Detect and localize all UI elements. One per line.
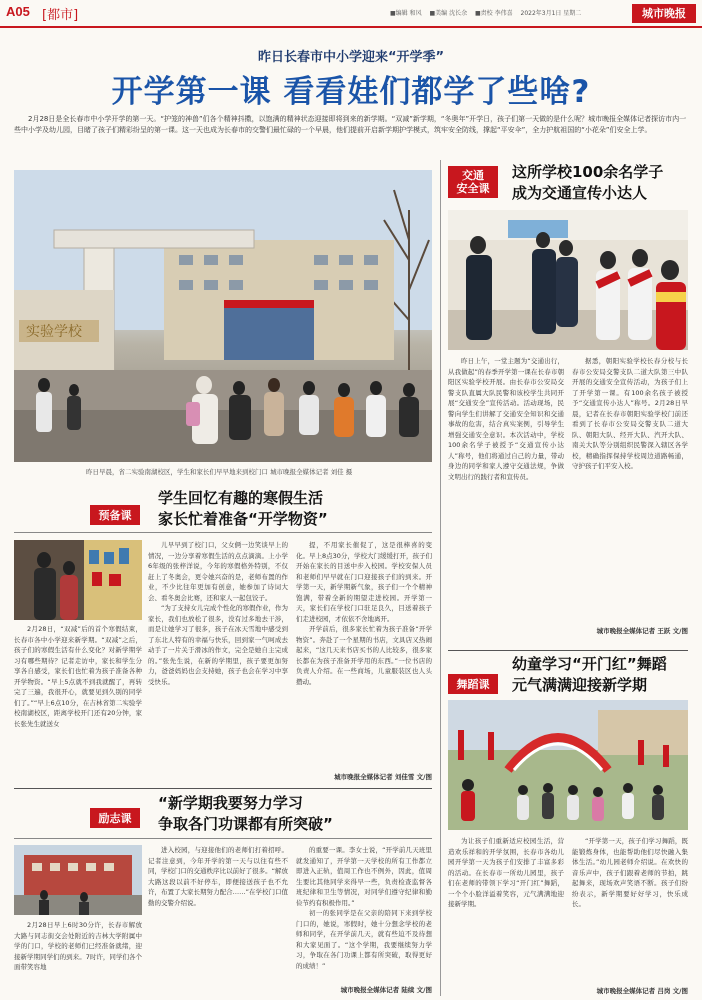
article4-divider-top bbox=[448, 650, 688, 651]
article2-title-line1: “新学期我要努力学习 bbox=[158, 794, 303, 812]
page-headline: 开学第一课 看看娃们都学了些啥? bbox=[111, 74, 591, 110]
article3-col2: 据悉，朝阳实验学校长春分校与长春市公安局交警支队二道大队第三中队开展的交通安全宣传活动，为孩子们上了开学第一课。有100余名孩子被授予“交通宣传小达人”称号。2月28日早晨，记者在长春市朝阳实验学校门前还看到了长春市公安局交警支队二道大队、朝阳大队、经开大队、汽开大队、南关大队等分别组织民警深入辖区各学校，精确指挥保持学校周边道路畅通，守护孩子们平安入校。 bbox=[572, 357, 688, 470]
article3-title bbox=[512, 162, 698, 204]
article3-title-line2: 成为交通宣传小达人 bbox=[512, 184, 648, 202]
kindergarten-dance-photo bbox=[448, 700, 688, 830]
article4-col1: 为让孩子们重新适应校园生活，营造欢乐祥和的开学氛围，长春市各幼儿园开学第一天为孩子们安排了丰富多彩的活动。在长春市一所幼儿园里，孩子们在老师的带领下学习“开门红”舞蹈，一个个小脸洋溢着笑容，元气满满地迎接新学期。 bbox=[448, 837, 564, 908]
article1-col2: 儿早早到了校门口，父女俩一边笑谈早上的情况，一边分享着寒假生活的点点滴滴。上小学6年级的张梓洋说，今年的寒假格外特别，不仅赶上了冬奥会，更令她兴奋的是，老师布置的作业，不少比往年更加有创意，她参加了诗词大会、看冬奥会比赛，还和家人一起包饺子。 “为了支持女儿完成个性化的寒假作业，作为家长，我们也放松了很多，没有过多地去干涉，而是让她学习了很多，孩子在冰天雪地中感受到了东北人特有的幸福与快乐，回到家一气呵成去动手了一片关于滑冰的作文，完全是她自主完成的。”张先生说，在新的学期里，孩子要更加努力，爸爸妈妈也会支持她，孩子也会在学习中享受快乐。 bbox=[148, 541, 288, 686]
article2-divider bbox=[14, 838, 432, 839]
article1-title-line1: 学生回忆有趣的寒假生活 bbox=[158, 489, 324, 507]
article2-title bbox=[158, 793, 438, 835]
article4-title-line2: 元气满满迎接新学期 bbox=[512, 676, 648, 694]
article2-title-line2: 争取各门功课都有所突破” bbox=[158, 815, 333, 833]
article1-tag: 预备课 bbox=[90, 505, 140, 525]
article1-title-line2: 家长忙着准备“开学物资” bbox=[158, 510, 328, 528]
article3-title-line1: 这所学校100余名学子 bbox=[512, 163, 664, 181]
article3-tag-line1: 交通 bbox=[462, 169, 484, 182]
credit-art: ■美编 沈长余 bbox=[429, 10, 468, 17]
article1-col1: 2月28日，“双减”后的首个寒假结束，长春市各中小学迎来新学期。“双减”之后，孩子们的寒假生活有什么变化？对新学期学习有哪些期待？记者走访中，家长和学生分享各自感受，家长们也忙着为孩子准备各种开学物资。“早上5点就不到我就醒了，再转完了三遍，我很开心，就要见到久别的同学们了。”“早上6点10分，在吉林省第二实验学校南湖校区，距离学校开门还有20分钟，家长张先生就送女 bbox=[14, 625, 142, 728]
article1-byline: 城市晚报全媒体记者 刘佳雪 文/图 bbox=[334, 773, 432, 781]
school-sign-text: 实验学校 bbox=[26, 324, 82, 340]
article4-title-line1: 幼童学习“开门红”舞蹈 bbox=[512, 655, 667, 673]
article4-byline: 城市晚报全媒体记者 吕岗 文/图 bbox=[596, 987, 688, 995]
editor-credits bbox=[390, 8, 587, 17]
masthead-bar bbox=[0, 0, 702, 28]
article4-col2: “开学第一天，孩子们学习舞蹈，既能锻炼身体，也能帮助他们尽快融入集体生活。”幼儿园老师介绍说。在欢快的音乐声中，孩子们跟着老师的节拍，跳起舞来，现场欢声笑语不断。孩子们纷纷表示，新学期要好好学习，快乐成长。 bbox=[572, 837, 688, 908]
issue-date: 2022年3月1日 星期二 bbox=[520, 10, 582, 17]
article1-col3: 提，不用家长催促了，这是很棒喜的变化。早上8点30分，学校大门缓缓打开，孩子们开始在家长的目送中步入校园。学校安保人员和老师们早早就在门口迎接孩子们的到来。开学第一天，新学期新气象，孩子们一个个精神饱满，带着全新的期望走进校园。开学第一天，家长们在学校门口驻足良久，目送着孩子们走进校园，才依依不舍地离开。 开学前后，很多家长忙着为孩子准备“开学物资”。奔赴了一个星期的书店，文具店又热闹起来，“这几天来书店买书的人比较多，很多家长都在为孩子准备开学用的东西。”一位书店的负责人介绍。在一些商场，儿童服装区也人头攒动。 bbox=[296, 541, 432, 686]
article3-col1: 昨日上午，一堂主题为“交通出行，从我做起”的春季开学第一课在长春市朝阳区实验学校开展。由长春市公安局交警支队直属大队民警和该校学生共同开展“交通安全”宣传活动。活动现场，民警向学生们讲解了交通安全知识和交通事故的危害，结合真实案例，引导学生增强交通安全意识。本次活动中，学校100余名学子被授予“交通宣传小达人”称号，他们将通过自己的力量，带动身边的同学和家人遵守交通法规，争做文明出行的践行者和宣传员。 bbox=[448, 357, 564, 481]
main-photo-caption: 昨日早晨，省二实验南湖校区，学生和家长们早早地来到校门口 城市晚报全媒体记者 刘佳 摄 bbox=[86, 468, 353, 476]
school-gate-photo bbox=[14, 170, 432, 462]
school-entrance-photo bbox=[14, 845, 142, 915]
article3-tag bbox=[448, 166, 498, 198]
page-number: A05 bbox=[6, 4, 30, 19]
article1-divider bbox=[14, 532, 432, 533]
newspaper-logo: 城市晚报 bbox=[632, 4, 696, 23]
credit-editor: ■编辑 和风 bbox=[390, 10, 422, 17]
article4-tag: 舞蹈课 bbox=[448, 674, 498, 694]
article2-col2: 进入校园，与迎接他们的老师们打着招呼。记者注意到，今年开学的第一天与以往有些不同，学校门口的交通秩序比以前好了很多。“解放大路这段以前不好停车，即便接送孩子也不允许，布置了大家长期努力配合……”在学校门口值勤的交警介绍说。 bbox=[148, 846, 288, 907]
column-separator bbox=[440, 160, 441, 996]
article1-title bbox=[158, 488, 438, 530]
article2-tag: 励志课 bbox=[90, 808, 140, 828]
section-label: [都市] bbox=[42, 8, 79, 23]
bookstore-photo bbox=[14, 540, 142, 620]
article2-col3: 的重要一课。李女士说，“开学前几天班里就发通知了，开学第一天学校的所有工作都立即进入正轨，值周工作也不例外，因此，值周生要比其他同学来得早一些，负责检查监督各班纪律和卫生等情况，对同学们遵守纪律和勤俭节约有积极作用。” 初一的张同学是在父亲的陪同下来到学校门口的，她说，寒假时，她十分想念学校的老师和同学，在开学前几天，就有些迫不及待想和大家见面了。“这个学期，我要继续努力学习，争取在各门功课上都有所突破，取得更好的成绩！” bbox=[296, 846, 432, 970]
article2-divider-top bbox=[14, 788, 432, 789]
article2-byline: 城市晚报全媒体记者 陆续 文/图 bbox=[340, 986, 432, 994]
article3-byline: 城市晚报全媒体记者 王跃 文/图 bbox=[596, 627, 688, 635]
credit-proof: ■责校 李伟喜 bbox=[475, 10, 513, 17]
article2-col1: 2月28日早上6时30分许，长春市解放大路与同志街交会处附近的吉林大学附属中学的门口，学校的老师们已经准备就绪，迎接新学期同学们的到来。7时许，同学们各个面带笑容地 bbox=[14, 921, 142, 971]
article4-title bbox=[512, 654, 698, 696]
lead-paragraph: 2月28日是全长春市中小学开学的第一天。“护笼的神兽”们各个精神抖擞，以饱满的精神状态迎接即将到来的新学期。“双减”新学期，“冬奥年”开学日，孩子们第一天做的是什么呢？城市晚报全媒体记者探访市内一些中小学及幼儿园，目睹了孩子们精彩纷呈的第一课。这一天也成为长春市的交警们最忙碌的一个早晨，他们提前开启新学期护学模式，筑牢安全防线，撑起“平安伞”，全力护航祖国的“小花朵”们安全上学。 bbox=[14, 115, 687, 134]
kicker: 昨日长春市中小学迎来“开学季” bbox=[257, 50, 445, 65]
article3-tag-line2: 安全课 bbox=[456, 182, 490, 195]
traffic-ceremony-photo bbox=[448, 210, 688, 350]
